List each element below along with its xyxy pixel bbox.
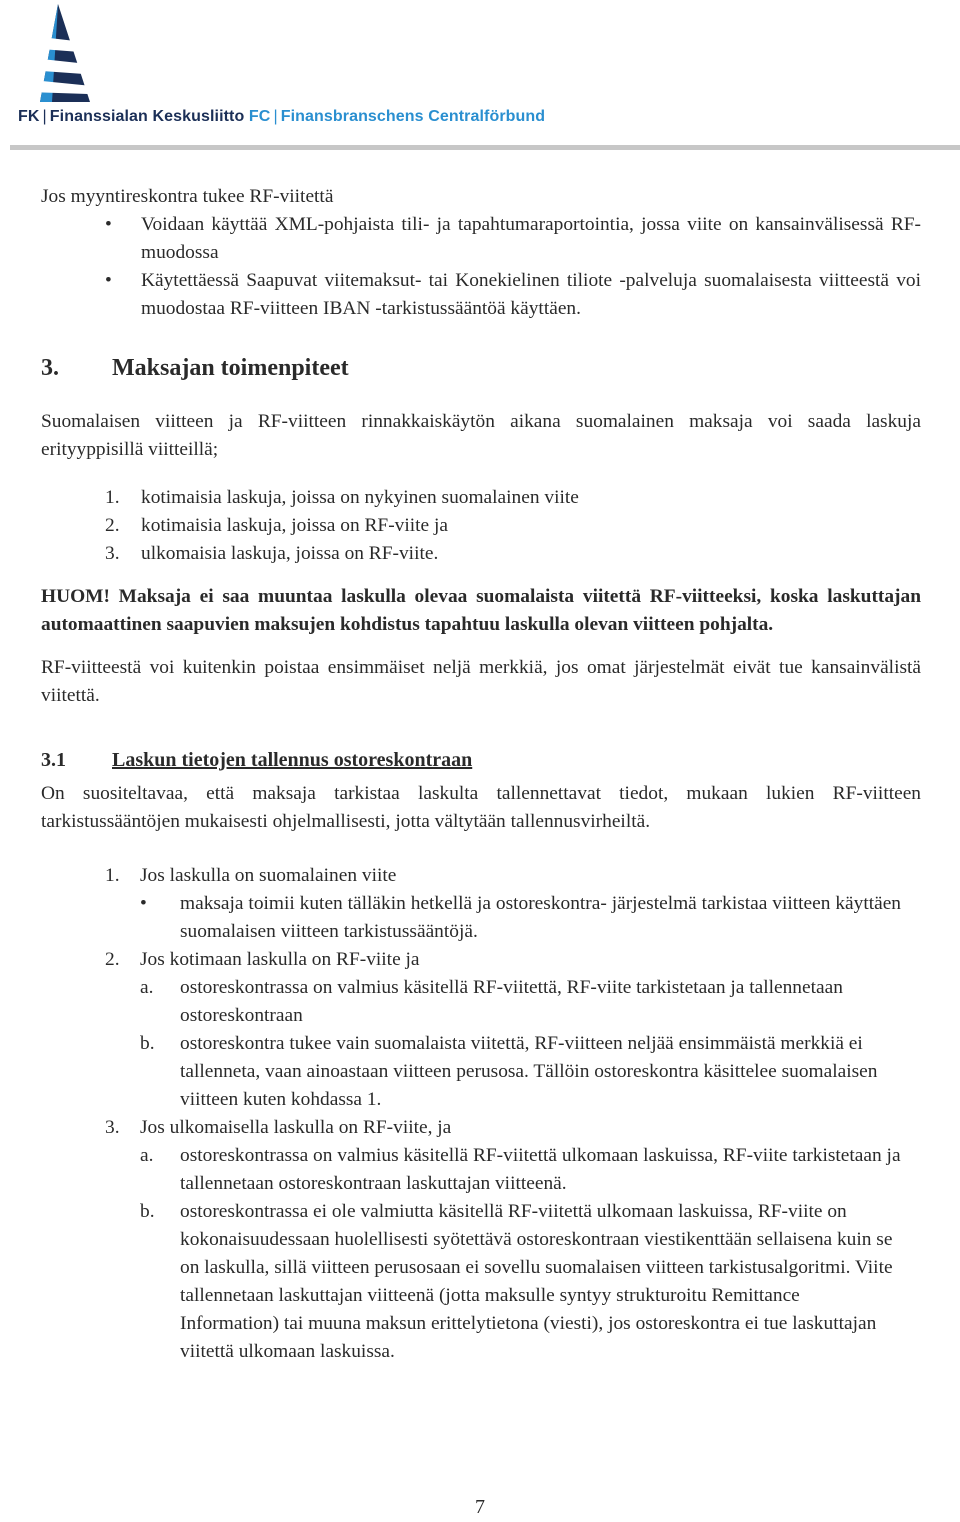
list-text: Jos ulkomaisella laskulla on RF-viite, ja (140, 1117, 452, 1138)
section-title: Laskun tietojen tallennus ostoreskontraan (112, 749, 473, 771)
sub-text: maksaja toimii kuten tälläkin hetkellä ja ostoreskontra- järjestelmä tarkistaa viitteen käyttäen suomalaisen viitteen tarkistussääntöjä. (180, 893, 901, 942)
page-content (41, 183, 921, 1366)
sub-item (41, 1030, 921, 1114)
logo-fc-name: Finansbranschens Centralförbund (280, 108, 546, 125)
sub-text: ostoreskontra tukee vain suomalaista viitettä, RF-viitteen neljää ensimmäistä merkkiä ei tallenneta, vaan ainoastaan viitteen perusosa. Tällöin ostoreskontra käsittelee suomalaisen viitteen kuten kohdassa 1. (180, 1033, 878, 1110)
list-number: 2. (105, 949, 120, 970)
page-number: 7 (475, 1496, 485, 1518)
section-3-heading (41, 350, 921, 386)
list-number: 2. (105, 515, 120, 536)
section-title: Maksajan toimenpiteet (112, 355, 349, 381)
sub-letter: a. (140, 1145, 154, 1166)
intro-line: Jos myyntireskontra tukee RF-viitettä (41, 186, 334, 207)
list-item (41, 862, 921, 890)
bullet-text: Käytettäessä Saapuvat viitemaksut- tai Konekielinen tiliote -palveluja suomalaisesta viitteestä voi muodostaa RF-viitteen IBAN -tarkistussääntöä käyttäen. (141, 270, 921, 319)
sub-item (41, 974, 921, 1030)
intro-bullet (41, 267, 921, 323)
bullet-icon: • (105, 270, 112, 291)
list-item (41, 512, 921, 540)
section-number: 3. (41, 355, 59, 381)
list-item (41, 484, 921, 512)
bullet-icon: • (140, 893, 147, 914)
note2-paragraph: RF-viitteestä voi kuitenkin poistaa ensimmäiset neljä merkkiä, jos omat järjestelmät eivät tue kansainvälistä viitettä. (41, 657, 921, 706)
sub-letter: b. (140, 1201, 155, 1222)
list-number: 3. (105, 1117, 120, 1138)
logo-fc: FC (248, 108, 271, 125)
section-3-1-heading (41, 746, 921, 774)
list-number: 3. (105, 543, 120, 564)
list-text: kotimaisia laskuja, joissa on nykyinen suomalainen viite (141, 487, 579, 508)
sub-letter: a. (140, 977, 154, 998)
logo-wordmark: FK | Finanssialan Keskusliitto FC | Finansbranschens Centralförbund (18, 108, 546, 125)
section-3-1-paragraph: On suositeltavaa, että maksaja tarkistaa laskulta tallennettavat tiedot, mukaan lukien RF-viitteen tarkistussääntöjen mukaisesti ohjelmallisesti, jotta vältytään tallennusvirheiltä. (41, 783, 921, 832)
bullet-icon: • (105, 214, 112, 235)
sub-text: ostoreskontrassa ei ole valmiutta käsitellä RF-viitettä ulkomaan laskuissa, RF-viite on kokonaisuudessaan huolellisesti syötettävä ostoreskontraan viestikenttään sellaisena kuin se on laskulla, sillä viitteen perusosaan ei sovellu suomalaisen viitteen tarkistusalgoritmi. Viite tallennetaan laskuttajan viitteenä (jotta maksulle syntyy strukturoitu Remittance Information) tai muuna maksun erittelytietona (viesti), jos ostoreskontra ei tue laskuttajan viitettä ulkomaan laskuissa. (180, 1201, 893, 1362)
list-number: 1. (105, 487, 120, 508)
list-item (41, 1114, 921, 1142)
bullet-text: Voidaan käyttää XML-pohjaista tili- ja tapahtumaraportointia, jossa viite on kansainvälisessä RF-muodossa (141, 214, 921, 263)
list-item (41, 946, 921, 974)
section-number: 3.1 (41, 749, 66, 771)
list-text: ulkomaisia laskuja, joissa on RF-viite. (141, 543, 439, 564)
fk-logo (18, 4, 546, 134)
sub-text: ostoreskontrassa on valmius käsitellä RF-viitettä ulkomaan laskuissa, RF-viite tarkistetaan ja tallennetaan ostoreskontraan laskuttajan viitteenä. (180, 1145, 901, 1194)
sub-text: ostoreskontrassa on valmius käsitellä RF-viitettä, RF-viite tarkistetaan ja tallennetaan ostoreskontraan (180, 977, 843, 1026)
sub-item (41, 1198, 921, 1366)
list-text: Jos kotimaan laskulla on RF-viite ja (140, 949, 420, 970)
list-item (41, 540, 921, 568)
section-3-paragraph: Suomalaisen viitteen ja RF-viitteen rinnakkaiskäytön aikana suomalainen maksaja voi saada laskuja erityyppisillä viitteillä; (41, 411, 921, 460)
intro-bullet (41, 211, 921, 267)
sub-item (41, 1142, 921, 1198)
fk-logo-mark (18, 4, 98, 104)
sub-letter: b. (140, 1033, 155, 1054)
list-text: kotimaisia laskuja, joissa on RF-viite ja (141, 515, 448, 536)
sub-bullet (41, 890, 921, 946)
header-divider (10, 145, 960, 150)
note-paragraph: HUOM! Maksaja ei saa muuntaa laskulla olevaa suomalaista viitettä RF-viitteeksi, koska laskuttajan automaattinen saapuvien maksujen kohdistus tapahtuu laskulla olevan viitteen pohjalta. (41, 586, 921, 635)
list-text: Jos laskulla on suomalainen viite (140, 865, 397, 886)
logo-fk: FK (18, 108, 40, 125)
logo-fk-name: Finanssialan Keskusliitto (49, 108, 245, 125)
list-number: 1. (105, 865, 120, 886)
